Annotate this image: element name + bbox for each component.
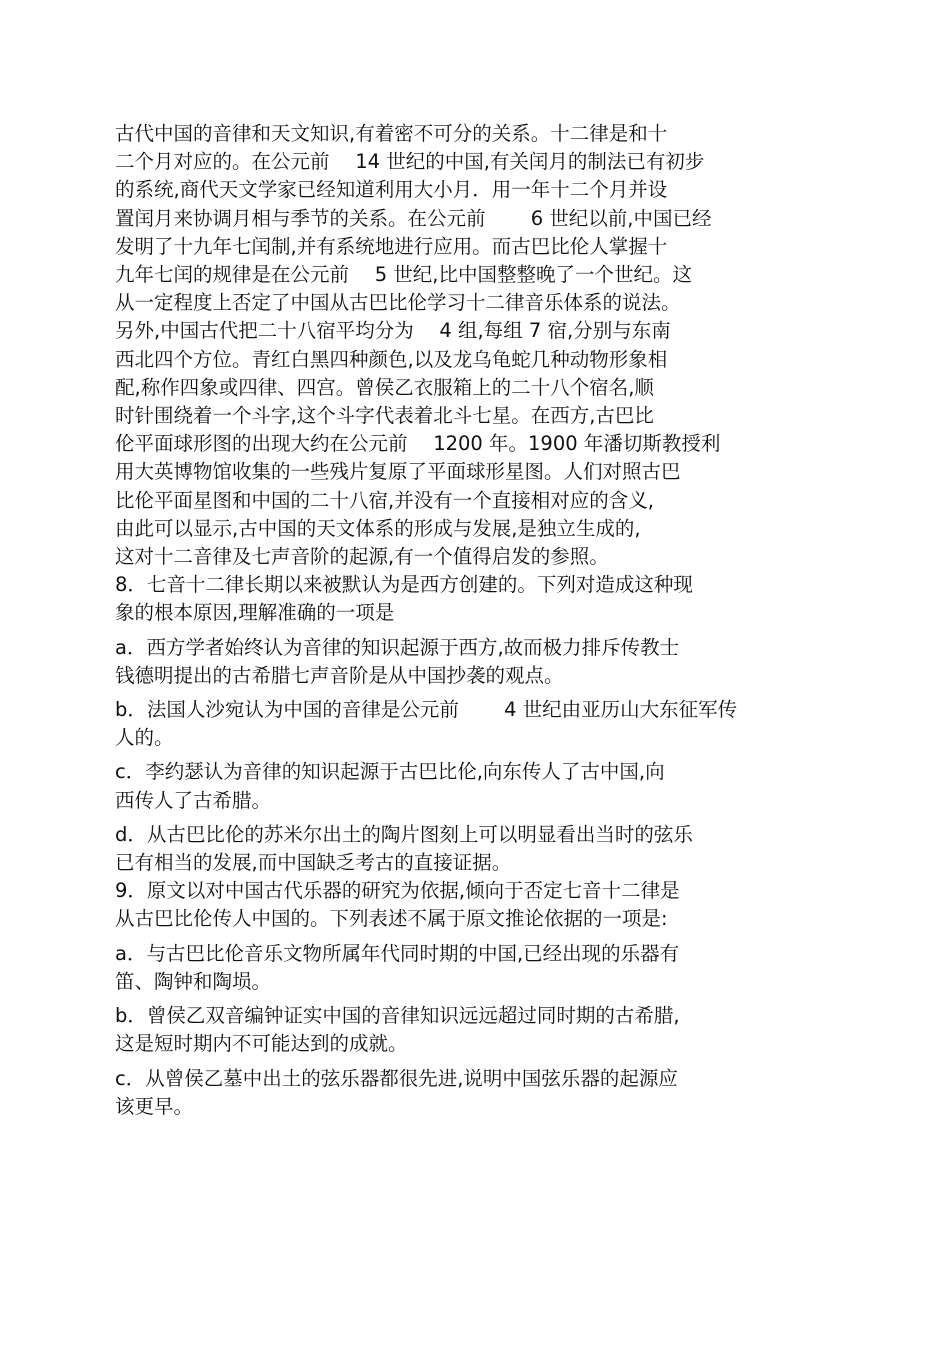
document-body [115, 120, 915, 1121]
option-line: 钱德明提出的古希腊七声音阶是从中国抄袭的观点。 [115, 663, 564, 687]
option-line: 已有相当的发展,而中国缺乏考古的直接证据。 [115, 851, 512, 875]
option-line: 该更早。 [115, 1094, 194, 1118]
question-8-option-b [115, 696, 915, 752]
passage-line: 发明了十九年七闰制,并有系统地进行应用。而古巴比伦人掌握十 [115, 234, 668, 258]
passage-line: 比伦平面星图和中国的二十八宿,并没有一个直接相对应的含义, [115, 488, 654, 512]
option-line: a．西方学者始终认为音律的知识起源于西方,故而极力排斥传教士 [115, 635, 680, 659]
option-line: 笛、陶钟和陶埙。 [115, 969, 272, 993]
question-8-option-d [115, 821, 915, 877]
question-8-option-c [115, 758, 915, 814]
passage-line: 用大英博物馆收集的一些残片复原了平面球形星图。人们对照古巴 [115, 460, 681, 484]
passage [115, 120, 915, 571]
passage-line: 西北四个方位。青红白黑四种颜色,以及龙乌龟蛇几种动物形象相 [115, 347, 668, 371]
question-9-option-b [115, 1002, 915, 1058]
option-line: c．从曾侯乙墓中出土的弦乐器都很先进,说明中国弦乐器的起源应 [115, 1066, 678, 1090]
passage-line: 时针围绕着一个斗字,这个斗字代表着北斗七星。在西方,古巴比 [115, 404, 654, 428]
question-line: 从古巴比伦传人中国的。下列表述不属于原文推论依据的一项是: [115, 907, 668, 931]
option-line: c．李约瑟认为音律的知识起源于古巴比伦,向东传人了古中国,向 [115, 760, 665, 784]
passage-line: 九年七闰的规律是在公元前 5 世纪,比中国整整晚了一个世纪。这 [115, 263, 693, 287]
question-9-option-a [115, 940, 915, 996]
question-line: 象的根本原因,理解准确的一项是 [115, 601, 395, 625]
passage-line: 伦平面球形图的出现大约在公元前 1200 年。1900 年潘切斯教授利 [115, 432, 721, 456]
option-line: d．从古巴比伦的苏米尔出土的陶片图刻上可以明显看出当时的弦乐 [115, 822, 693, 846]
option-line: 这是短时期内不可能达到的成就。 [115, 1032, 408, 1056]
passage-line: 古代中国的音律和天文知识,有着密不可分的关系。十二律是和十 [115, 122, 668, 145]
passage-line: 从一定程度上否定了中国从古巴比伦学习十二律音乐体系的说法。 [115, 291, 681, 315]
option-line: b．曾侯乙双音编钟证实中国的音律知识远远超过同时期的古希腊, [115, 1004, 680, 1028]
passage-line: 的系统,商代天文学家已经知道利用大小月．用一年十二个月并设 [115, 178, 668, 202]
passage-line: 另外,中国古代把二十八宿平均分为 4 组,每组 7 宿,分别与东南 [115, 319, 671, 343]
passage-line: 二个月对应的。在公元前 14 世纪的中国,有关闰月的制法已有初步 [115, 150, 705, 174]
question-8-option-a [115, 634, 915, 690]
question-line: 9．原文以对中国古代乐器的研究为依据,倾向于否定七音十二律是 [115, 879, 680, 903]
option-line: b．法国人沙宛认为中国的音律是公元前 4 世纪由亚历山大东征军传 [115, 698, 738, 722]
question-8 [115, 571, 915, 627]
passage-line: 配,称作四象或四律、四宫。曾侯乙衣服箱上的二十八个宿名,顺 [115, 375, 654, 399]
option-line: 西传人了古希腊。 [115, 788, 272, 812]
passage-line: 由此可以显示,古中国的天文体系的形成与发展,是独立生成的, [115, 516, 641, 540]
passage-line: 置闰月来协调月相与季节的关系。在公元前 6 世纪以前,中国已经 [115, 206, 712, 230]
question-line: 8．七音十二律长期以来被默认为是西方创建的。下列对造成这种现 [115, 573, 693, 597]
question-9-option-c [115, 1065, 915, 1121]
passage-line: 这对十二音律及七声音阶的起源,有一个值得启发的参照。 [115, 545, 609, 569]
option-line: 人的。 [115, 726, 174, 750]
option-line: a．与古巴比伦音乐文物所属年代同时期的中国,已经出现的乐器有 [115, 941, 680, 965]
question-9 [115, 877, 915, 933]
